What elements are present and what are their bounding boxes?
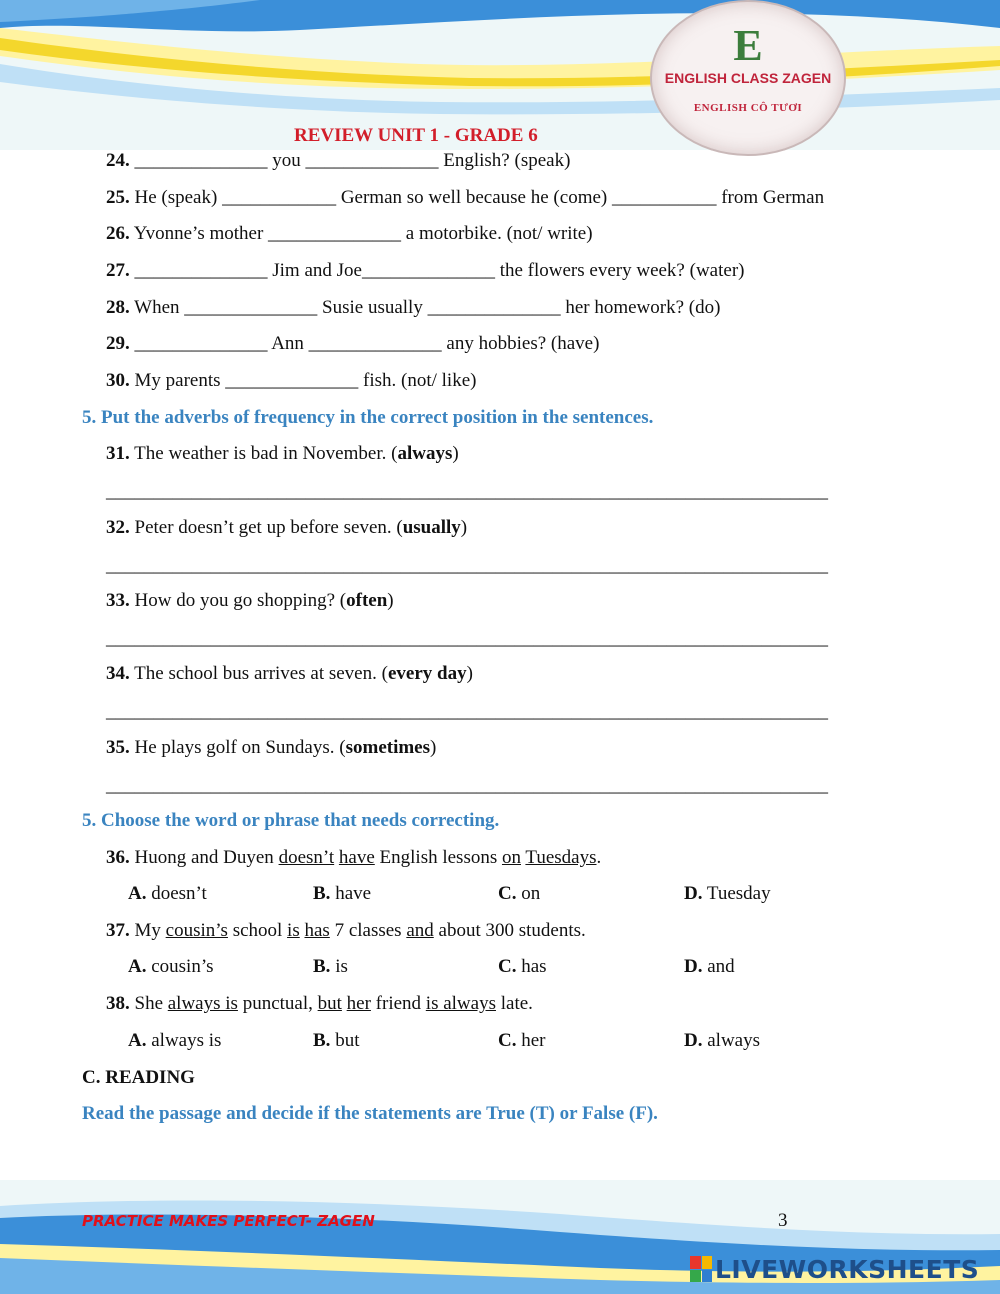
question-24: 24. ______________ you ______________ English? (speak)	[106, 150, 571, 171]
question-37: 37. My cousin’s school is has 7 classes and about 300 students.	[106, 920, 586, 941]
footer-motto: PRACTICE MAKES PERFECT- ZAGEN	[82, 1212, 375, 1230]
answer-line-35[interactable]: ____________________________________________________________________________	[106, 775, 828, 796]
q38-option-b[interactable]: B. but	[313, 1030, 360, 1051]
answer-line-31[interactable]: ____________________________________________________________________________	[106, 481, 828, 502]
q37-option-c[interactable]: C. has	[498, 956, 547, 977]
logo-text-top: ENGLISH CLASS ZAGEN	[664, 70, 832, 86]
answer-line-32[interactable]: ____________________________________________________________________________	[106, 555, 828, 576]
question-28: 28. When ______________ Susie usually ______________ her homework? (do)	[106, 297, 721, 318]
q36-option-c[interactable]: C. on	[498, 883, 541, 904]
answer-line-34[interactable]: ____________________________________________________________________________	[106, 701, 828, 722]
q38-option-a[interactable]: A. always is	[128, 1030, 222, 1051]
question-27: 27. ______________ Jim and Joe______________ the flowers every week? (water)	[106, 260, 745, 281]
answer-line-33[interactable]: ____________________________________________________________________________	[106, 628, 828, 649]
q38-option-d[interactable]: D. always	[684, 1030, 760, 1051]
question-36: 36. Huong and Duyen doesn’t have English lessons on Tuesdays.	[106, 847, 602, 868]
q37-option-d[interactable]: D. and	[684, 956, 735, 977]
question-33: 33. How do you go shopping? (often)	[106, 590, 394, 611]
question-38: 38. She always is punctual, but her friend is always late.	[106, 993, 533, 1014]
page-number: 3	[778, 1210, 788, 1231]
section-correcting-heading: 5. Choose the word or phrase that needs correcting.	[82, 810, 500, 831]
question-29: 29. ______________ Ann ______________ any hobbies? (have)	[106, 333, 600, 354]
question-31: 31. The weather is bad in November. (always)	[106, 443, 459, 464]
question-35: 35. He plays golf on Sundays. (sometimes)	[106, 737, 437, 758]
q37-option-b[interactable]: B. is	[313, 956, 348, 977]
logo-badge	[652, 2, 844, 154]
q36-option-b[interactable]: B. have	[313, 883, 372, 904]
q37-option-a[interactable]: A. cousin’s	[128, 956, 214, 977]
liveworksheets-brand: LIVEWORKSHEETS	[715, 1254, 980, 1284]
reading-heading: C. READING	[82, 1067, 195, 1088]
page-title: REVIEW UNIT 1 - GRADE 6	[294, 125, 538, 146]
q36-option-d[interactable]: D. Tuesday	[684, 883, 771, 904]
q36-option-a[interactable]: A. doesn’t	[128, 883, 207, 904]
question-32: 32. Peter doesn’t get up before seven. (usually)	[106, 517, 468, 538]
question-26: 26. Yvonne’s mother ______________ a motorbike. (not/ write)	[106, 223, 593, 244]
question-30: 30. My parents ______________ fish. (not/ like)	[106, 370, 477, 391]
question-34: 34. The school bus arrives at seven. (every day)	[106, 663, 473, 684]
question-25: 25. He (speak) ____________ German so well because he (come) ___________ from German	[106, 187, 825, 208]
q38-option-c[interactable]: C. her	[498, 1030, 546, 1051]
logo-text-bottom: ENGLISH CÔ TƯƠI	[693, 102, 803, 114]
liveworksheets-icon	[690, 1256, 712, 1282]
liveworksheets-logo[interactable]	[690, 1254, 979, 1284]
logo-letter: E	[733, 21, 763, 70]
reading-instruction: Read the passage and decide if the statements are True (T) or False (F).	[82, 1103, 658, 1124]
section-adverbs-heading: 5. Put the adverbs of frequency in the correct position in the sentences.	[82, 407, 654, 428]
